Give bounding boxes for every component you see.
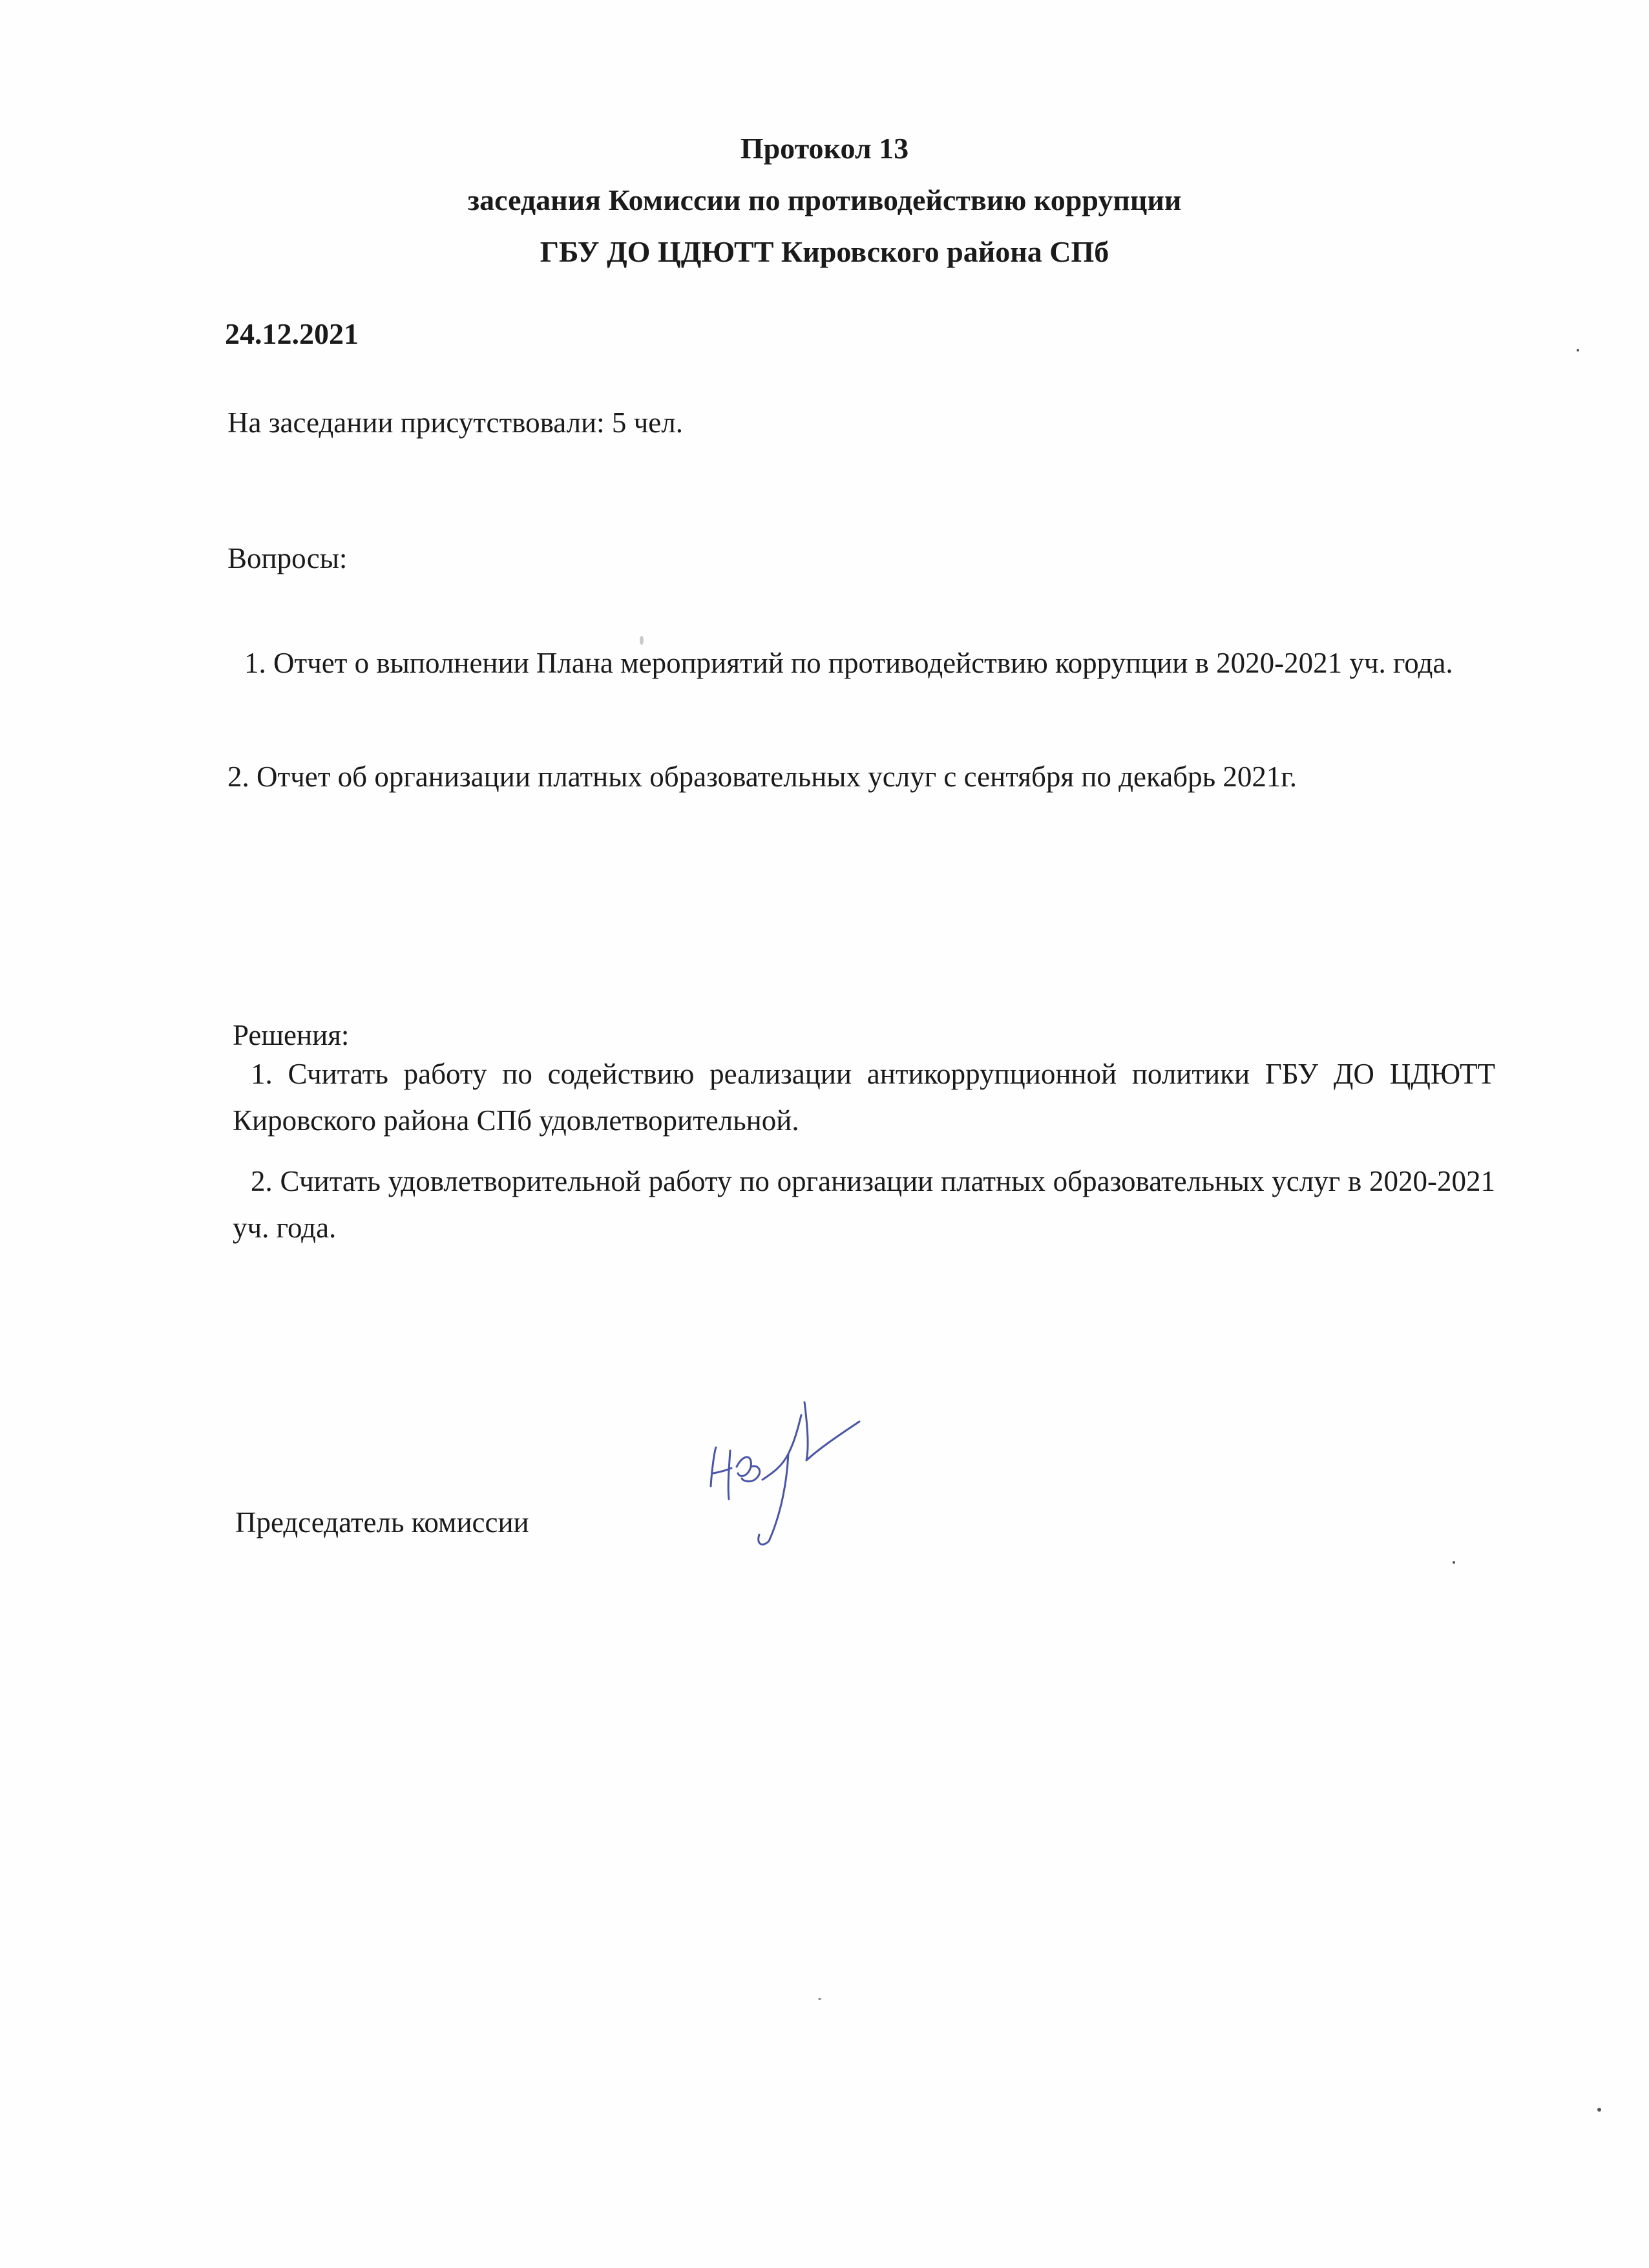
decision-item-2: 2. Считать удовлетворительной работу по организации платных образовательных услуг в 2020-2021 уч. года. [233, 1165, 1495, 1244]
title-line-organization: ГБУ ДО ЦДЮТТ Кировского района СПб [540, 235, 1109, 268]
handwritten-signature [691, 1389, 885, 1557]
signature-stroke-4 [804, 1402, 859, 1460]
signature-stroke-3 [759, 1415, 801, 1544]
document-title [0, 123, 1649, 278]
signature-stroke-1 [711, 1447, 731, 1499]
title-line-commission: заседания Комиссии по противодействию коррупции [467, 184, 1182, 216]
meeting-date: 24.12.2021 [225, 317, 359, 350]
title-line-protocol: Протокол 13 [740, 132, 909, 165]
scan-speck [640, 636, 644, 645]
scan-speck [1577, 349, 1579, 352]
chairman-label: Председатель комиссии [235, 1506, 529, 1538]
decisions-heading: Решения: [233, 1019, 350, 1051]
question-item-1: 1. Отчет о выполнении Плана мероприятий по противодействию коррупции в 2020-2021 уч. года. [244, 647, 1453, 679]
questions-heading: Вопросы: [227, 542, 348, 574]
attendance-text: На заседании присутствовали: 5 чел. [227, 406, 683, 439]
signature-stroke-2 [737, 1457, 760, 1482]
scan-speck [818, 1998, 821, 2000]
scan-speck [1453, 1561, 1455, 1564]
decision-item-1: 1. Считать работу по содействию реализации антикоррупционной политики ГБУ ДО ЦДЮТТ Кировского района СПб удовлетворительной. [233, 1058, 1495, 1137]
question-item-2: 2. Отчет об организации платных образовательных услуг с сентября по декабрь 2021г. [227, 761, 1297, 793]
scan-speck [1597, 2108, 1601, 2112]
